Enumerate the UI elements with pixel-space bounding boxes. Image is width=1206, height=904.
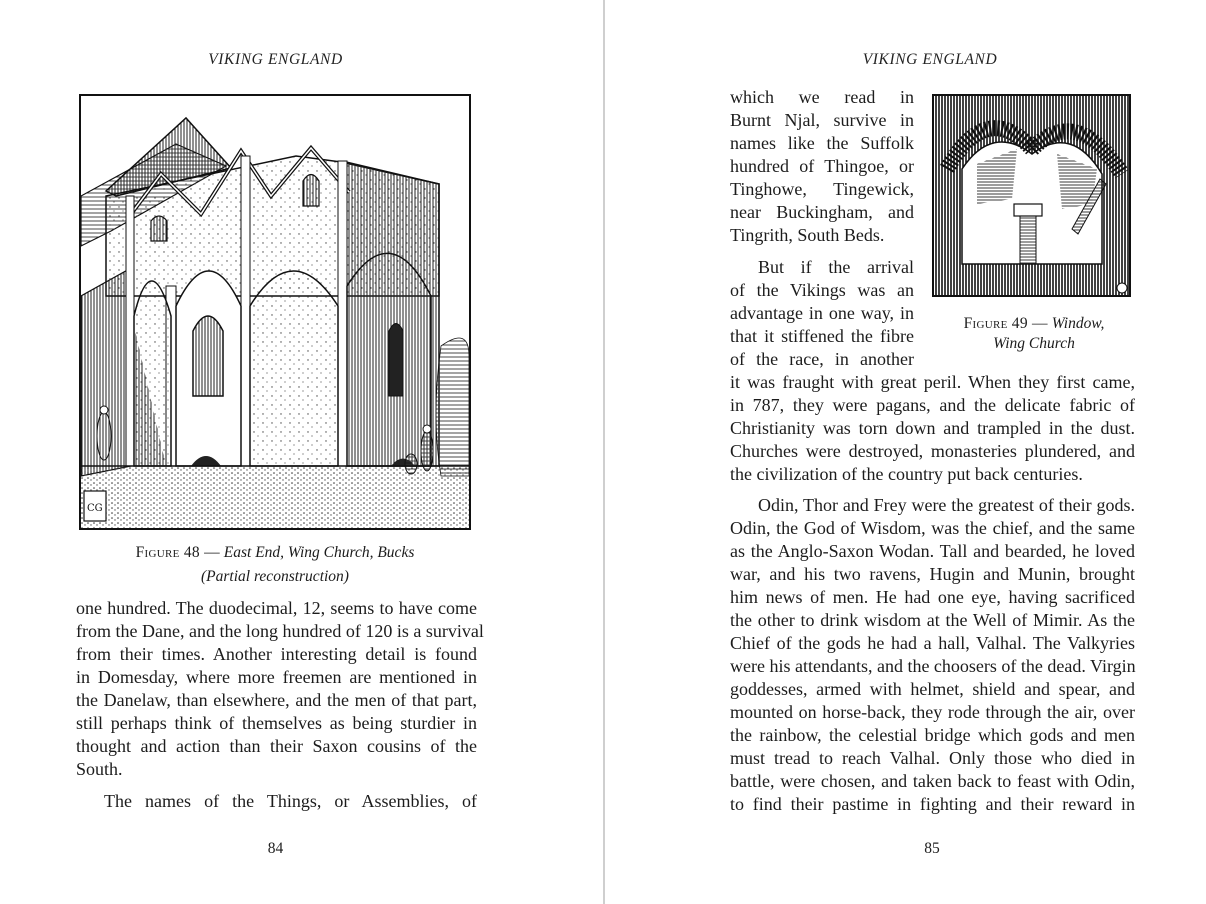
text-line: near Buckingham, and [730, 202, 914, 222]
body-paragraph [730, 494, 1135, 816]
text-line: Christianity was torn down and trampled in the dust. [730, 418, 1135, 438]
body-paragraph [730, 256, 914, 371]
text-line: the Danelaw, than elsewhere, and the men of that part, [76, 690, 477, 710]
text-line: from the Dane, and the long hundred of 120 is a survival [76, 621, 484, 641]
text-line: Tingrith, South Beds. [730, 225, 885, 245]
figure-49-caption [936, 314, 1132, 354]
text-line: Churches were destroyed, monasteries plundered, and [730, 441, 1135, 461]
page-number: 85 [924, 840, 940, 857]
running-head: VIKING ENGLAND [208, 51, 343, 68]
text-line: that it stiffened the fibre [730, 326, 914, 346]
text-line: one hundred. The duodecimal, 12, seems to have come [76, 598, 477, 618]
text-line: The names of the Things, or Assemblies, of [104, 791, 477, 811]
text-line: goddesses, armed with helmet, shield and spear, and [730, 679, 1135, 699]
page-number: 84 [267, 840, 284, 857]
text-line: from their times. Another interesting detail is found [76, 644, 477, 664]
text-line: mounted on horse-back, they rode through the air, over [730, 702, 1135, 722]
text-line: the civilization of the country put back centuries. [730, 464, 1083, 484]
text-line: But if the arrival [758, 257, 914, 277]
figure-49-illustration [932, 94, 1131, 297]
text-line: must tread to reach Valhal. Only those who died in [730, 748, 1135, 768]
text-line: it was fraught with great peril. When they first came, [730, 372, 1135, 392]
svg-text:CG: CG [87, 503, 103, 514]
text-line: advantage in one way, in [730, 303, 914, 323]
window-drawing [932, 94, 1131, 297]
text-line: Odin, the God of Wisdom, was the chief, and the same [730, 518, 1135, 538]
text-line: were his attendants, and the choosers of the dead. Virgin [730, 656, 1136, 676]
text-line: in 787, they were pagans, and the delicate fabric of [730, 395, 1135, 415]
church-east-end-drawing [81, 96, 469, 528]
text-line: him news of men. He had one eye, having sacrificed [730, 587, 1135, 607]
text-line: which we read in [730, 87, 914, 107]
text-line: Burnt Njal, survive in [730, 110, 914, 130]
gutter-divider [603, 0, 605, 904]
text-line: of the race, in another [730, 349, 914, 369]
figure-title: Window, [1051, 315, 1105, 332]
text-line: hundred of Thingoe, or [730, 156, 914, 176]
figure-48-caption [75, 541, 475, 589]
body-paragraph [76, 790, 477, 813]
text-line: as the Anglo-Saxon Wodan. Tall and bearded, he loved [730, 541, 1135, 561]
text-line: thought and action than their Saxon cousins of the [76, 736, 477, 756]
body-paragraph [730, 86, 914, 247]
text-line: the other to drink wisdom at the Well of Mimir. As the [730, 610, 1135, 630]
text-line: in Domesday, where more freemen are mentioned in [76, 667, 477, 687]
body-paragraph-continued [730, 371, 1135, 486]
figure-label: Figure 48 — [135, 544, 220, 561]
figure-title: East End, Wing Church, Bucks [223, 544, 415, 561]
text-line: Chief of the gods he had a hall, Valhal. The Valkyries [730, 633, 1135, 653]
text-line: to find their pastime in fighting and their reward in [730, 794, 1135, 814]
figure-title-line-2: Wing Church [993, 335, 1075, 352]
running-head: VIKING ENGLAND [862, 51, 998, 68]
text-line: South. [76, 759, 123, 779]
text-line: the rainbow, the celestial bridge which gods and men [730, 725, 1135, 745]
text-line: Tinghowe, Tingewick, [730, 179, 914, 199]
text-line: still perhaps think of themselves as being sturdier in [76, 713, 477, 733]
text-line: war, and his two ravens, Hugin and Munin, brought [730, 564, 1135, 584]
text-line: names like the Suffolk [730, 133, 914, 153]
body-paragraph [76, 597, 484, 781]
figure-subtitle: (Partial reconstruction) [201, 568, 349, 585]
text-line: of the Vikings was an [730, 280, 914, 300]
figure-48-illustration [79, 94, 471, 530]
text-line: battle, were chosen, and taken back to feast with Odin, [730, 771, 1135, 791]
figure-label: Figure 49 — [963, 315, 1048, 332]
text-line: Odin, Thor and Frey were the greatest of their gods. [758, 495, 1135, 515]
